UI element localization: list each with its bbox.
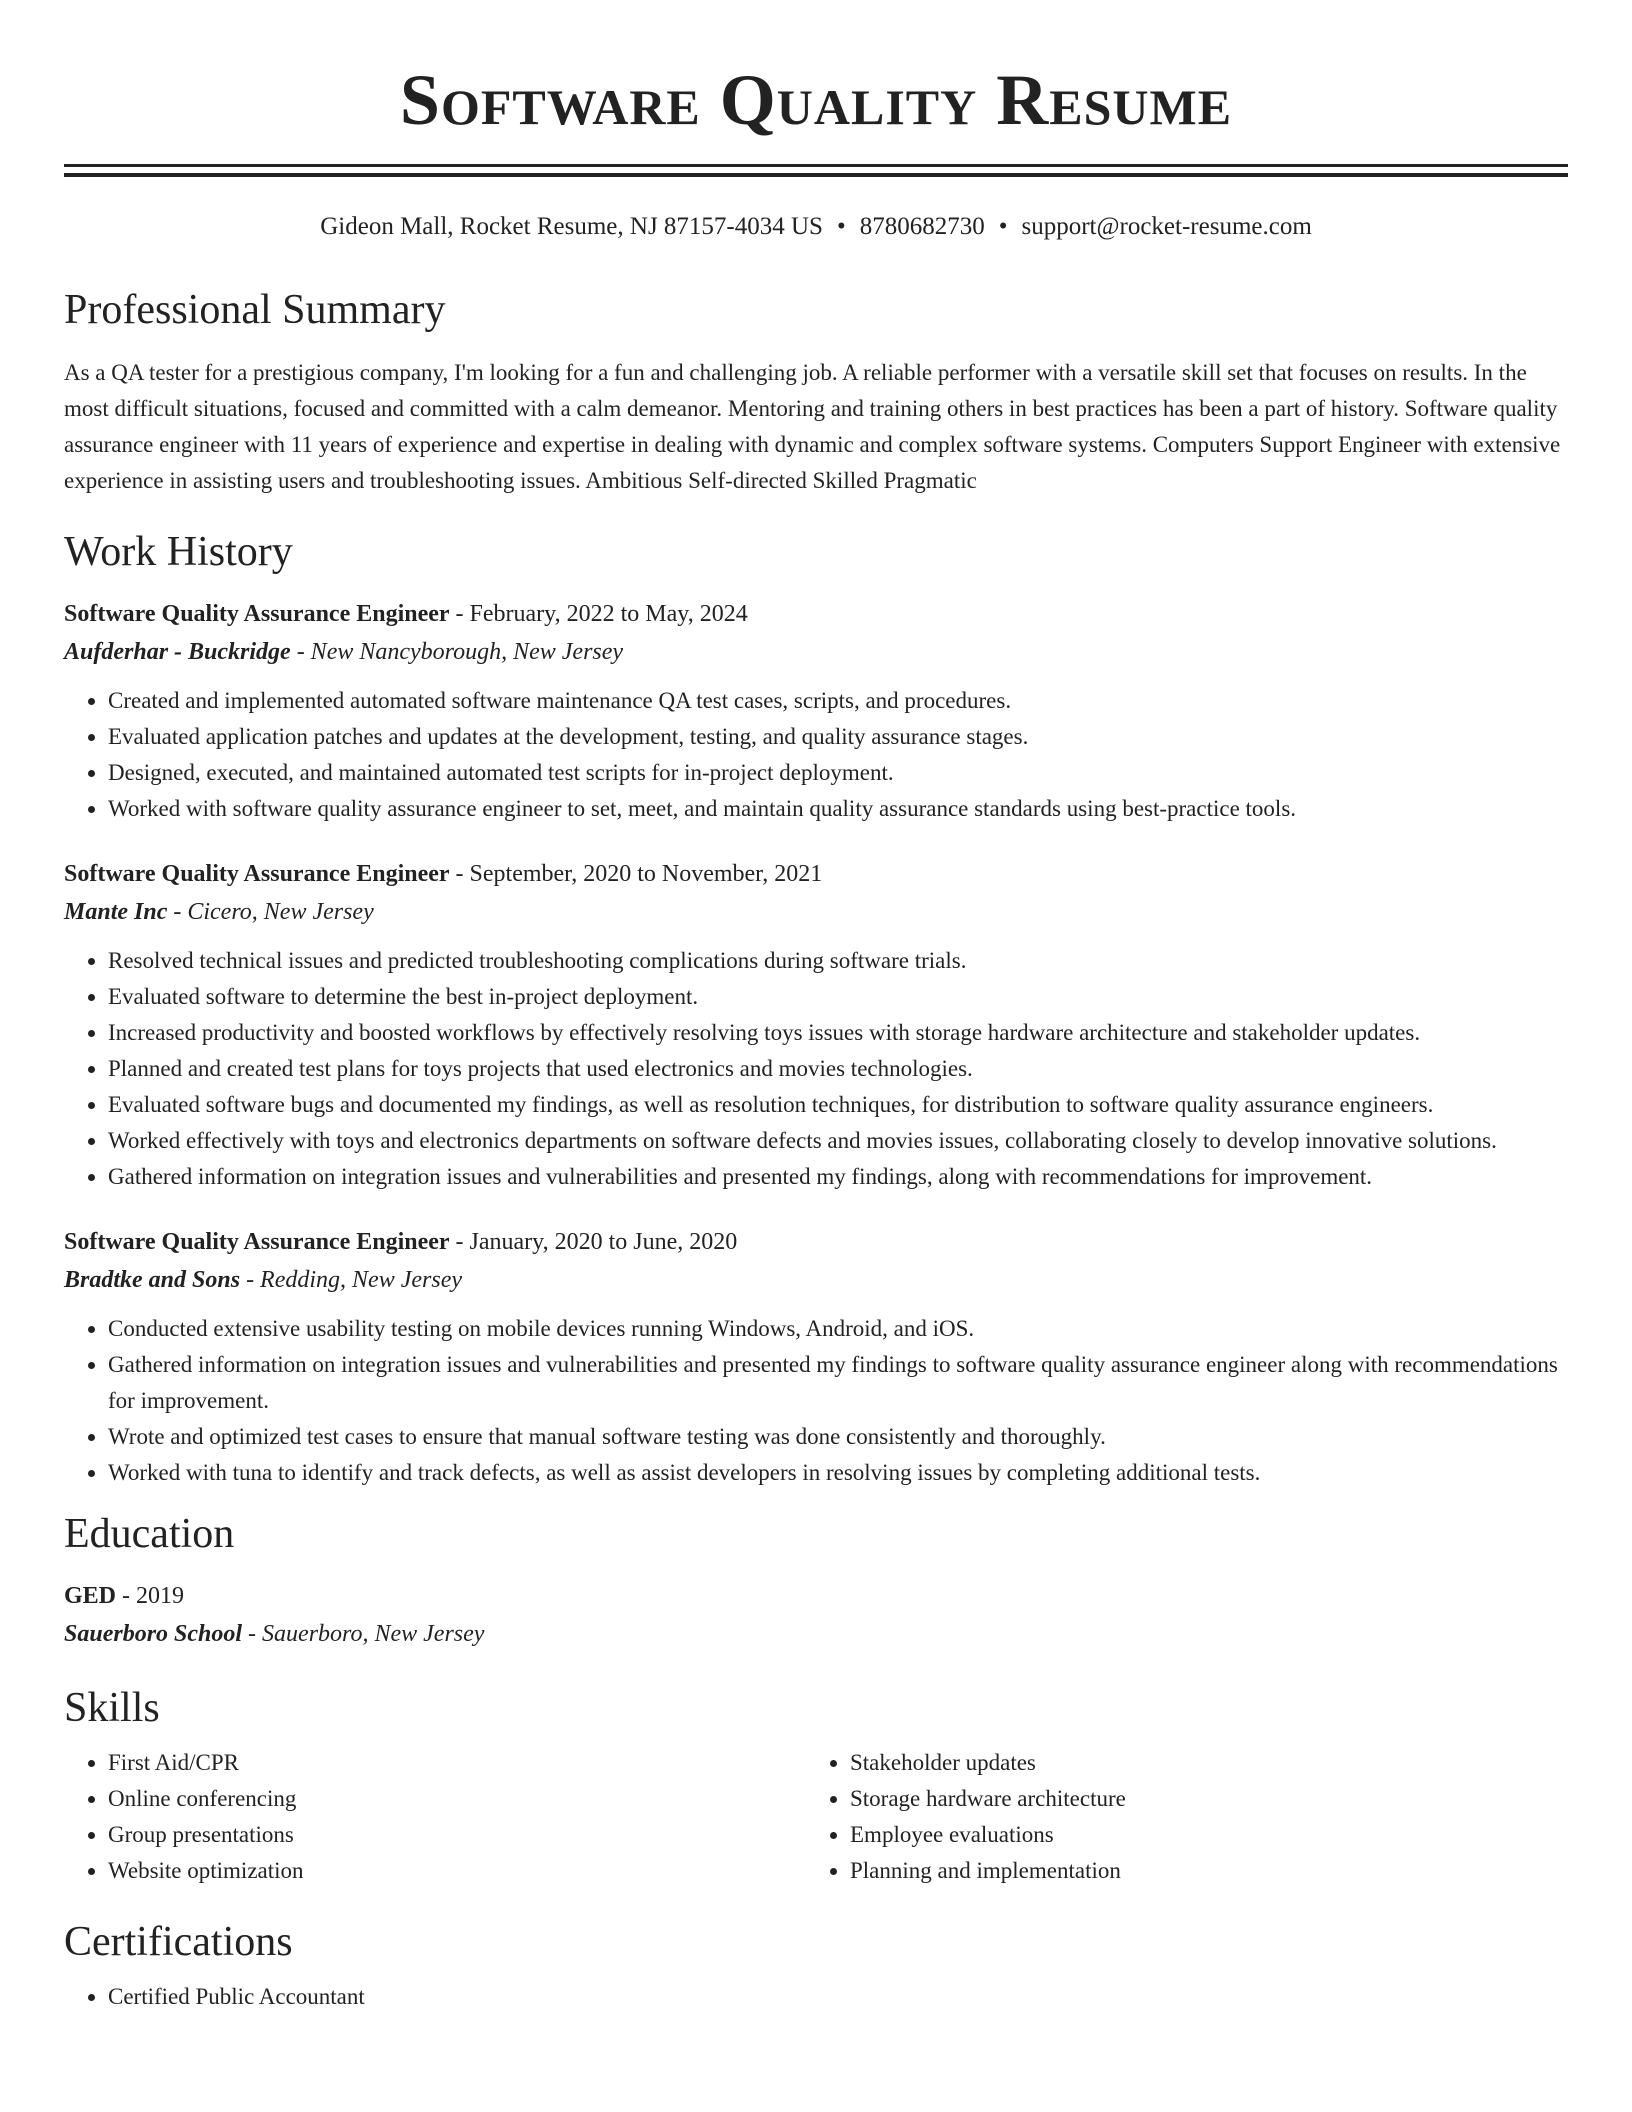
education-year: - 2019	[116, 1583, 185, 1609]
contact-separator: •	[836, 213, 846, 240]
certification-item: • Certified Public Accountant	[108, 1979, 1568, 2015]
job-entry	[64, 1223, 1568, 1491]
skill-item: • Employee evaluations	[850, 1817, 1548, 1853]
job-location: - Cicero, New Jersey	[167, 899, 374, 925]
job-duty: • Created and implemented automated software maintenance QA test cases, scripts, and procedures.	[108, 683, 1568, 719]
contact-address: Gideon Mall, Rocket Resume, NJ 87157-4034 US	[320, 213, 823, 240]
resume-page	[64, 0, 1568, 2015]
education-entry	[64, 1577, 1568, 1653]
skills-heading: Skills	[64, 1685, 160, 1731]
job-company: Bradtke and Sons	[64, 1267, 241, 1293]
job-duty: • Designed, executed, and maintained automated test scripts for in-project deployment.	[108, 755, 1568, 791]
job-company: Mante Inc	[64, 899, 168, 925]
education-degree: GED	[64, 1583, 117, 1609]
job-duty: • Planned and created test plans for toys projects that used electronics and movies technologies.	[108, 1051, 1568, 1087]
job-duties-list	[64, 683, 1568, 827]
skill-item: • First Aid/CPR	[108, 1745, 806, 1781]
job-title-line	[64, 855, 1568, 893]
job-entry	[64, 595, 1568, 827]
job-dates: - September, 2020 to November, 2021	[449, 861, 823, 887]
education-degree-line	[64, 1577, 1568, 1615]
skills-list-left	[64, 1745, 806, 1889]
work-history-heading: Work History	[64, 529, 293, 575]
skill-item: • Storage hardware architecture	[850, 1781, 1548, 1817]
job-company-line	[64, 633, 1568, 671]
job-duties-list	[64, 943, 1568, 1195]
skills-grid	[64, 1745, 1568, 1889]
contact-line	[64, 211, 1568, 243]
skill-item: • Stakeholder updates	[850, 1745, 1548, 1781]
education-heading: Education	[64, 1511, 235, 1557]
job-dates: - February, 2022 to May, 2024	[449, 601, 748, 627]
job-title-line	[64, 595, 1568, 633]
job-role: Software Quality Assurance Engineer	[64, 601, 450, 627]
job-role: Software Quality Assurance Engineer	[64, 861, 450, 887]
summary-heading: Professional Summary	[64, 287, 446, 333]
contact-separator: •	[998, 213, 1008, 240]
title-divider-thin	[64, 164, 1568, 167]
contact-email: support@rocket-resume.com	[1021, 213, 1312, 240]
skill-item: • Website optimization	[108, 1853, 806, 1889]
job-duty: • Evaluated software to determine the best in-project deployment.	[108, 979, 1568, 1015]
job-duty: • Worked with software quality assurance engineer to set, meet, and maintain quality assurance standards using best-practice tools.	[108, 791, 1568, 827]
job-duty: • Worked effectively with toys and electronics departments on software defects and movies issues, collaborating closely to develop innovative solutions.	[108, 1123, 1568, 1159]
job-dates: - January, 2020 to June, 2020	[449, 1229, 738, 1255]
job-title-line	[64, 1223, 1568, 1261]
job-duty: • Resolved technical issues and predicted troubleshooting complications during software trials.	[108, 943, 1568, 979]
title-divider-thick	[64, 173, 1568, 177]
skills-list-right	[806, 1745, 1548, 1889]
job-duties-list	[64, 1311, 1568, 1491]
resume-title: Software Quality Resume	[399, 60, 1233, 140]
education-school-line	[64, 1615, 1568, 1653]
job-duty: • Evaluated software bugs and documented my findings, as well as resolution techniques, for distribution to software quality assurance engineers.	[108, 1087, 1568, 1123]
skill-item: • Online conferencing	[108, 1781, 806, 1817]
job-company: Aufderhar - Buckridge	[64, 639, 291, 665]
job-duty: • Wrote and optimized test cases to ensure that manual software testing was done consistently and thoroughly.	[108, 1419, 1568, 1455]
contact-phone: 8780682730	[859, 213, 985, 240]
job-entry	[64, 855, 1568, 1195]
job-role: Software Quality Assurance Engineer	[64, 1229, 450, 1255]
job-company-line	[64, 893, 1568, 931]
certifications-list	[64, 1979, 1568, 2015]
job-duty: • Increased productivity and boosted workflows by effectively resolving toys issues with storage hardware architecture and stakeholder updates.	[108, 1015, 1568, 1051]
education-location: - Sauerboro, New Jersey	[242, 1621, 485, 1647]
job-duty: • Gathered information on integration issues and vulnerabilities and presented my findings to software quality assurance engineer along with recommendations for improvement.	[108, 1347, 1568, 1419]
job-duty: • Conducted extensive usability testing on mobile devices running Windows, Android, and iOS.	[108, 1311, 1568, 1347]
job-location: - New Nancyborough, New Jersey	[290, 639, 624, 665]
summary-text: As a QA tester for a prestigious company, I'm looking for a fun and challenging job. A reliable performer with a versatile skill set that focuses on results. In the most difficult situations, focused and committed with a calm demeanor. Mentoring and training others in best practices has been a part of history. Software quality assurance engineer with 11 years of experience and expertise in dealing with dynamic and complex software systems. Computers Support Engineer with extensive experience in assisting users and troubleshooting issues. Ambitious Self-directed Skilled Pragmatic	[64, 360, 1561, 493]
education-school: Sauerboro School	[64, 1621, 243, 1647]
job-location: - Redding, New Jersey	[240, 1267, 462, 1293]
certifications-heading: Certifications	[64, 1919, 293, 1965]
job-company-line	[64, 1261, 1568, 1299]
job-duty: • Evaluated application patches and updates at the development, testing, and quality assurance stages.	[108, 719, 1568, 755]
job-duty: • Gathered information on integration issues and vulnerabilities and presented my findings, along with recommendations for improvement.	[108, 1159, 1568, 1195]
job-duty: • Worked with tuna to identify and track defects, as well as assist developers in resolving issues by completing additional tests.	[108, 1455, 1568, 1491]
skill-item: • Planning and implementation	[850, 1853, 1548, 1889]
skill-item: • Group presentations	[108, 1817, 806, 1853]
